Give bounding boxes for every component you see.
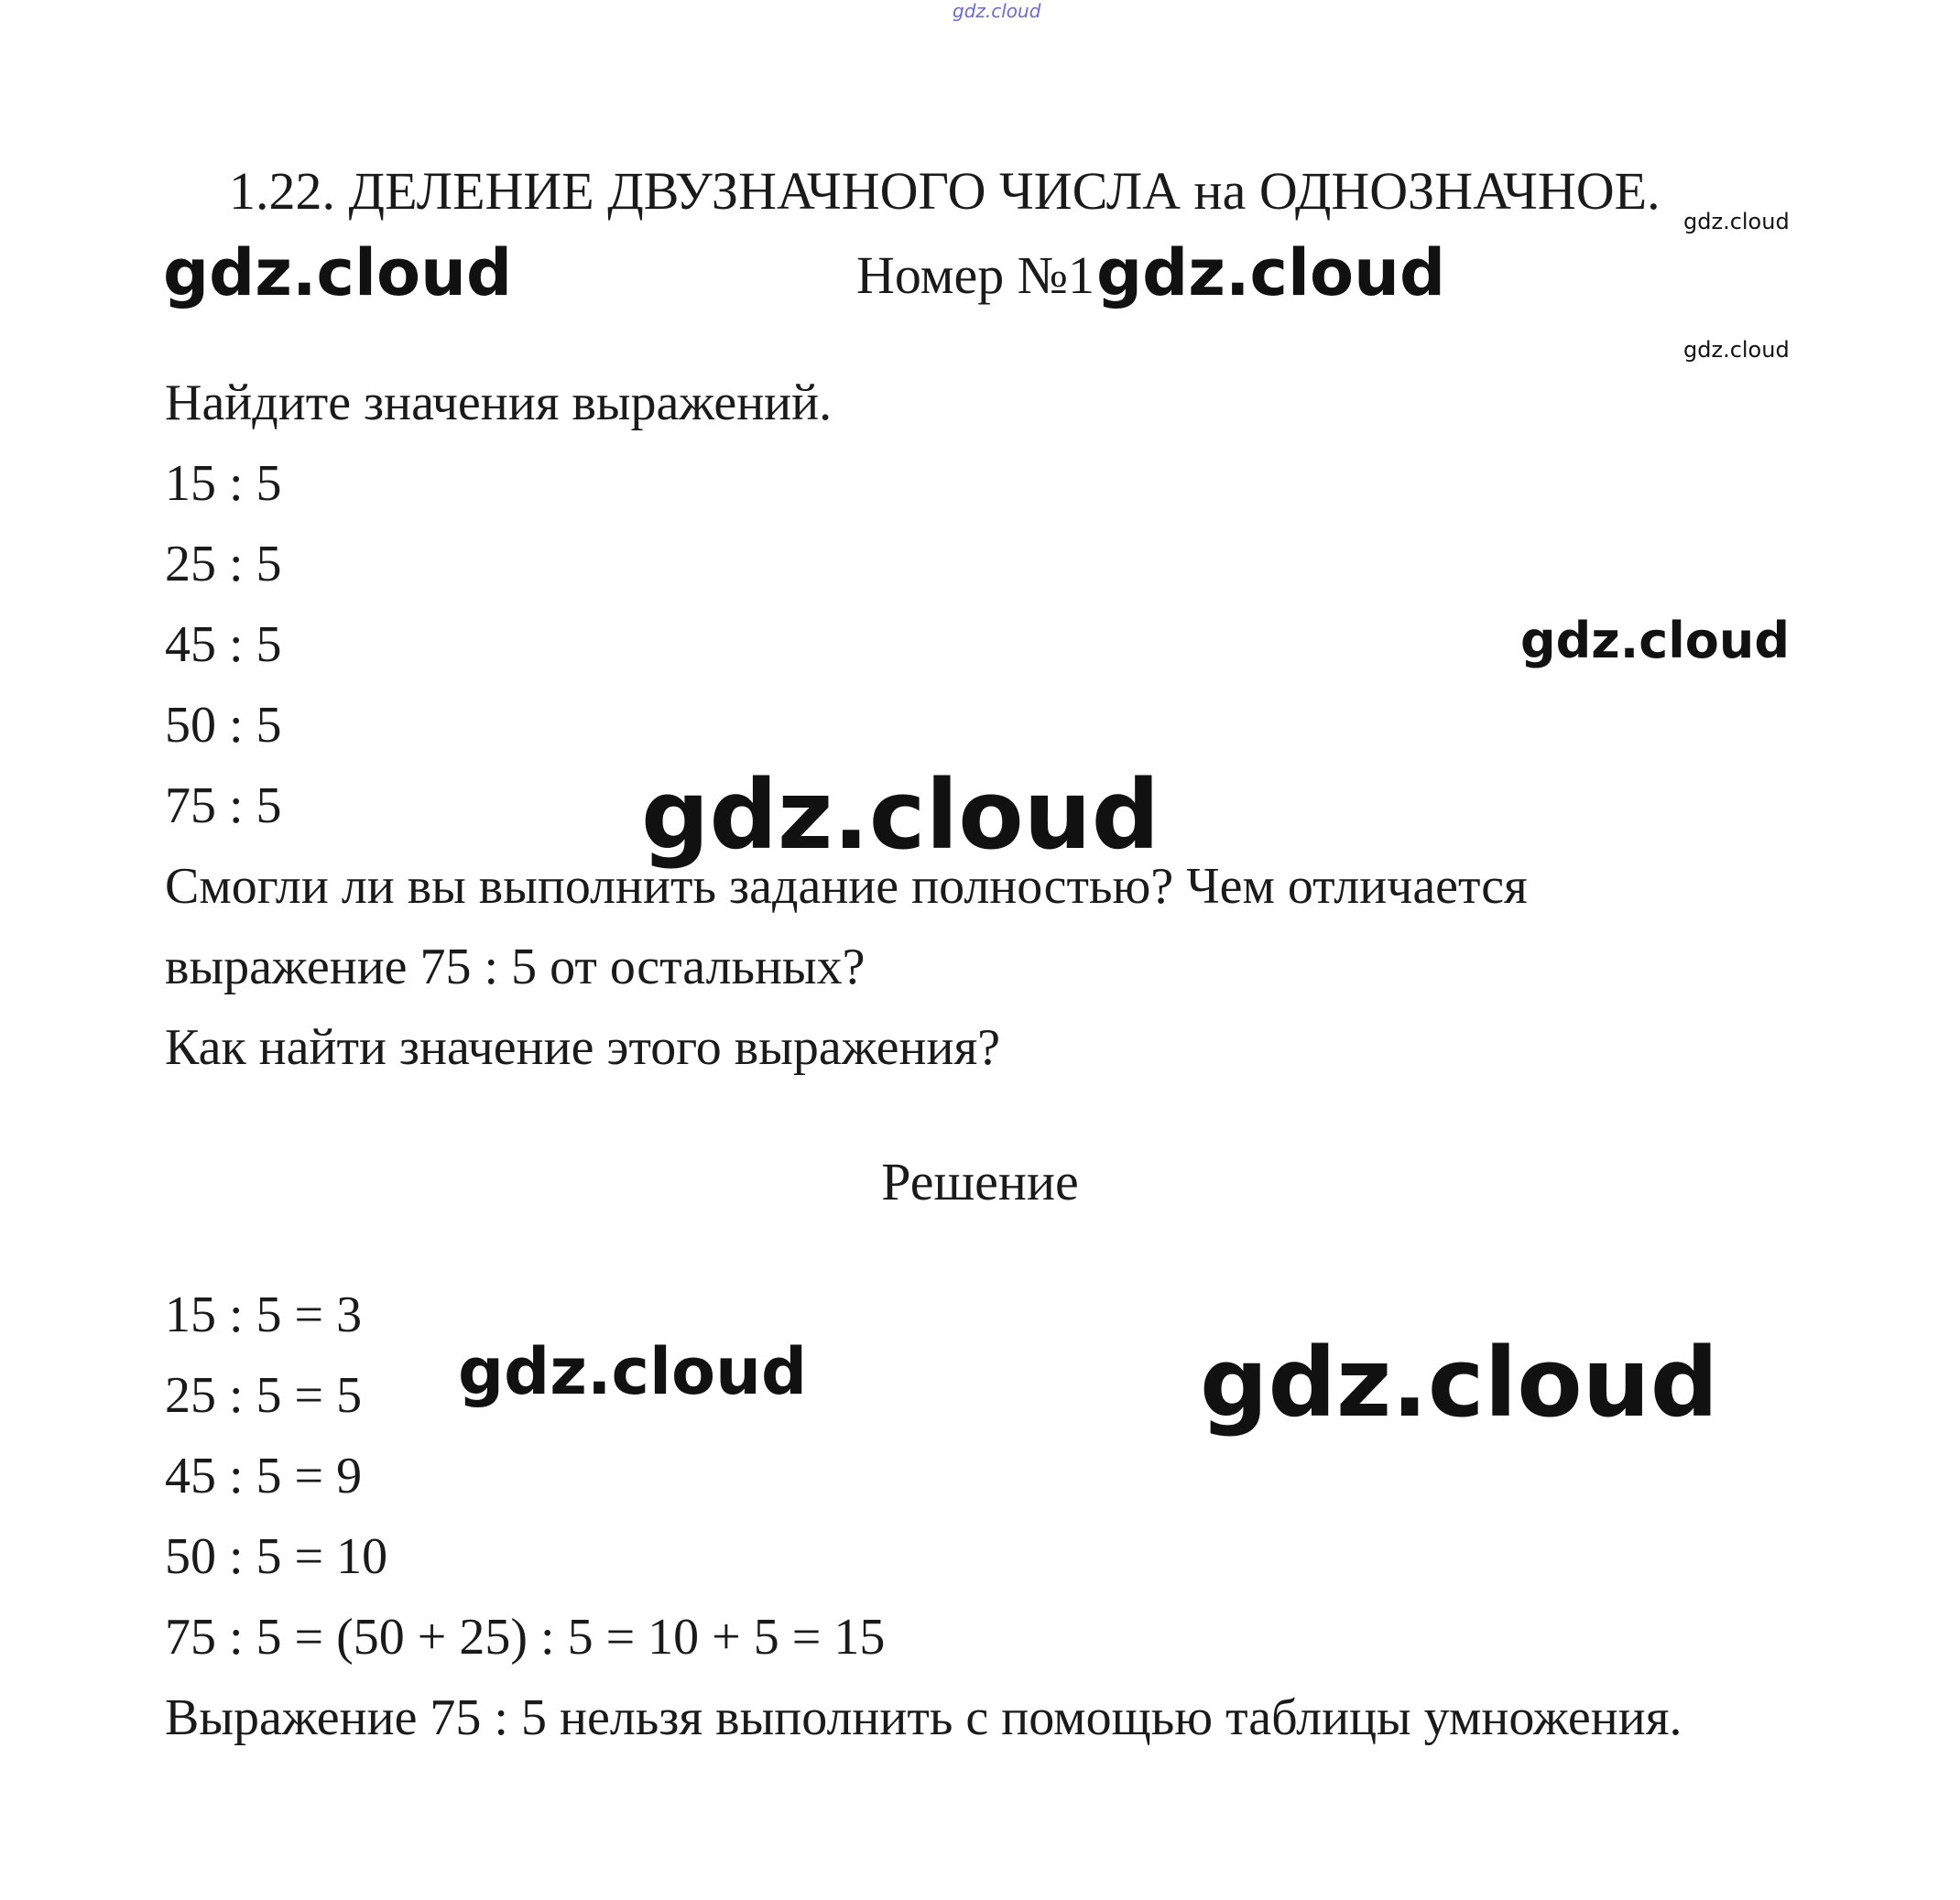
watermark-solution-left: gdz.cloud bbox=[458, 1334, 808, 1409]
solution-line: 50 : 5 = 10 bbox=[165, 1528, 388, 1585]
task-question: выражение 75 : 5 от остальных? bbox=[165, 939, 866, 995]
solution-conclusion: Выражение 75 : 5 нельзя выполнить с помощью таблицы умножения. bbox=[165, 1689, 1682, 1746]
task-expression: 50 : 5 bbox=[165, 697, 282, 754]
solution-line: 15 : 5 = 3 bbox=[165, 1287, 363, 1343]
watermark-center-large: gdz.cloud bbox=[641, 759, 1160, 871]
watermark-right: gdz.cloud bbox=[1520, 612, 1790, 669]
solution-heading: Решение bbox=[881, 1152, 1079, 1211]
task-question: Смогли ли вы выполнить задание полностью? Чем отличается bbox=[165, 858, 1528, 915]
page-title: 1.22. ДЕЛЕНИЕ ДВУЗНАЧНОГО ЧИСЛА на ОДНОЗНАЧНОЕ. bbox=[229, 161, 1661, 221]
task-expression: 75 : 5 bbox=[165, 777, 282, 834]
solution-line: 75 : 5 = (50 + 25) : 5 = 10 + 5 = 15 bbox=[165, 1609, 886, 1666]
task-expression: 45 : 5 bbox=[165, 616, 282, 673]
task-question: Как найти значение этого выражения? bbox=[165, 1019, 1001, 1076]
watermark-left: gdz.cloud bbox=[163, 235, 513, 310]
solution-line: 45 : 5 = 9 bbox=[165, 1448, 363, 1504]
watermark-top: gdz.cloud bbox=[953, 0, 1041, 22]
task-expression: 15 : 5 bbox=[165, 455, 282, 512]
task-instruction: Найдите значения выражений. bbox=[165, 375, 833, 431]
solution-line: 25 : 5 = 5 bbox=[165, 1367, 363, 1424]
watermark-small-1: gdz.cloud bbox=[1683, 209, 1790, 234]
watermark-small-2: gdz.cloud bbox=[1683, 337, 1790, 363]
watermark-solution-right: gdz.cloud bbox=[1200, 1327, 1719, 1439]
problem-number: Номер №1 bbox=[856, 245, 1095, 305]
task-expression: 25 : 5 bbox=[165, 536, 282, 592]
watermark-number: gdz.cloud bbox=[1096, 235, 1446, 310]
